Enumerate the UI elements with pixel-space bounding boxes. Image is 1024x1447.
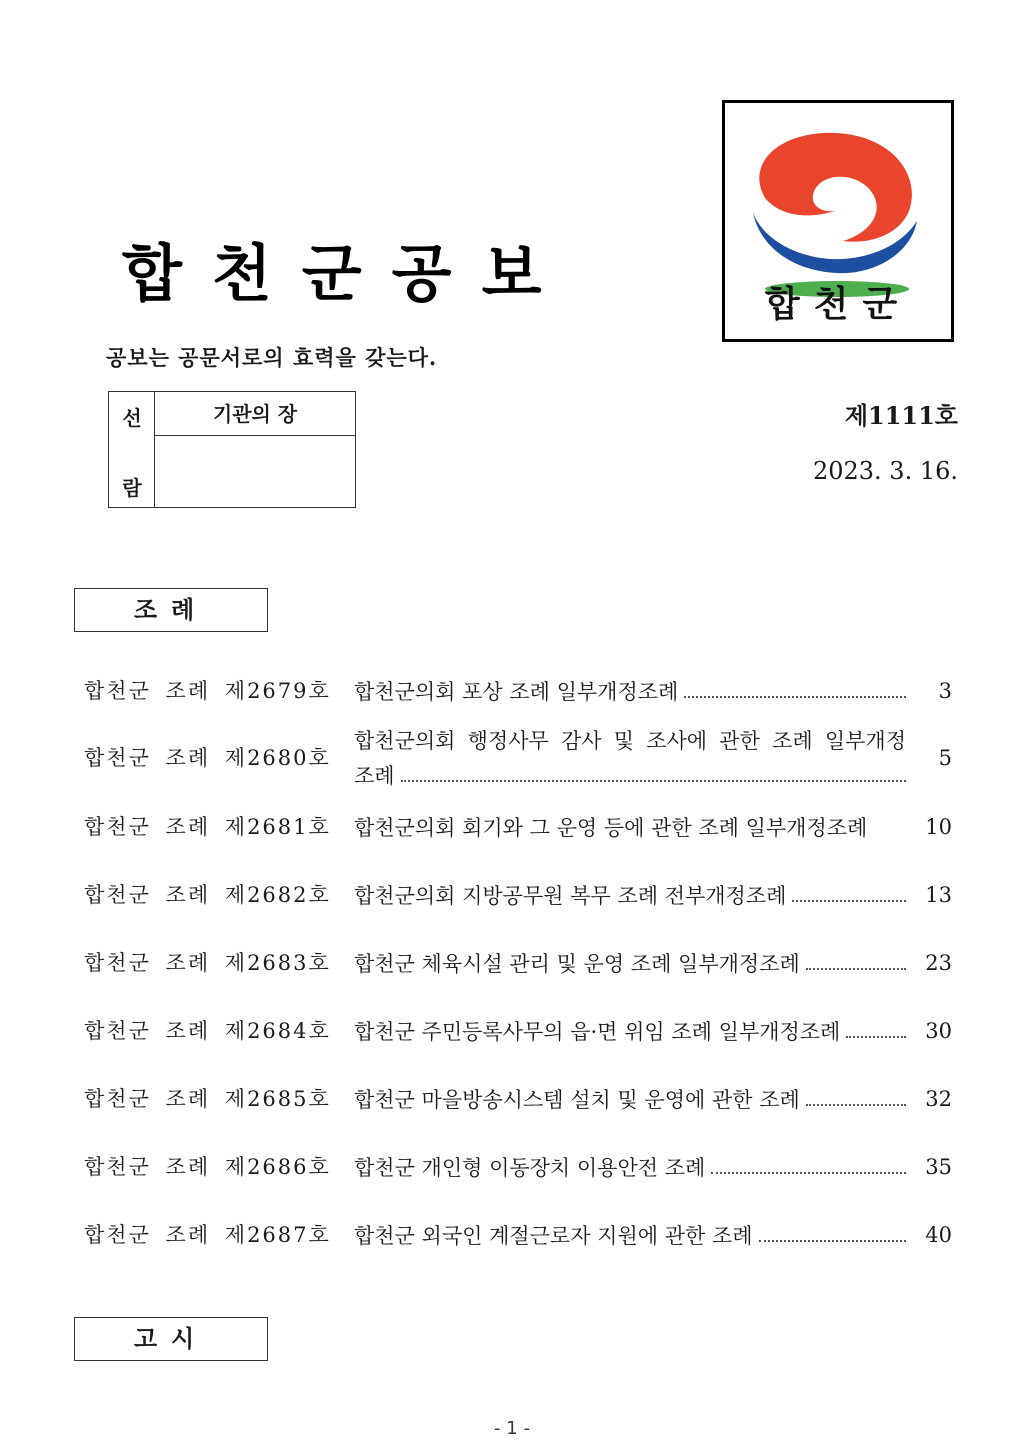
- toc-title: 합천군의회 포상 조례 일부개정조례: [354, 680, 679, 704]
- page-number: - 1 -: [494, 1418, 530, 1439]
- toc-page: 32: [925, 1087, 952, 1111]
- section-heading-notice: 고시: [74, 1317, 268, 1361]
- toc-leader-dots: [684, 696, 906, 698]
- toc-leader-dots: [711, 1172, 906, 1174]
- toc-page: 23: [925, 951, 952, 975]
- toc-page: 13: [925, 883, 952, 907]
- toc-title: 합천군의회 회기와 그 운영 등에 관한 조례 일부개정조례: [354, 816, 868, 840]
- toc-page: 10: [925, 815, 952, 839]
- issue-number: 제1111호: [844, 401, 958, 430]
- toc-prefix: 합천군 조례 제2683호: [84, 951, 331, 975]
- toc-title-line1: 합천군의회 행정사무 감사 및 조사에 관한 조례 일부개정: [354, 729, 906, 753]
- approval-header: 기관의 장: [155, 392, 355, 436]
- toc-page: 5: [938, 746, 952, 770]
- toc-leader-dots: [759, 1240, 906, 1242]
- bulletin-subtitle: 공보는 공문서로의 효력을 갖는다.: [106, 345, 438, 370]
- toc-title: 합천군 개인형 이동장치 이용안전 조례: [354, 1156, 706, 1180]
- toc-row[interactable]: [0, 1069, 1024, 1129]
- toc-row[interactable]: [0, 1137, 1024, 1197]
- toc-leader-dots: [846, 1036, 906, 1038]
- toc-row[interactable]: [0, 933, 1024, 993]
- toc-title: 합천군 마을방송시스템 설치 및 운영에 관한 조례: [354, 1088, 800, 1112]
- toc-prefix: 합천군 조례 제2679호: [84, 679, 331, 703]
- logo-text: 합천군: [764, 284, 912, 325]
- toc-row[interactable]: [0, 1205, 1024, 1265]
- toc-leader-dots: [806, 1104, 906, 1106]
- toc-row[interactable]: [0, 865, 1024, 925]
- toc-leader-dots: [401, 780, 906, 782]
- toc-prefix: 합천군 조례 제2686호: [84, 1155, 331, 1179]
- issue-date: 2023. 3. 16.: [812, 457, 958, 485]
- toc-row[interactable]: [0, 797, 1024, 857]
- toc-page: 3: [938, 679, 952, 703]
- toc-title: 합천군 체육시설 관리 및 운영 조례 일부개정조례: [354, 952, 800, 976]
- toc-row[interactable]: [0, 1001, 1024, 1061]
- toc-title: 합천군 주민등록사무의 읍·면 위임 조례 일부개정조례: [354, 1020, 841, 1044]
- toc-page: 30: [925, 1019, 952, 1043]
- section-heading-ordinance: 조례: [74, 588, 268, 632]
- toc-prefix: 합천군 조례 제2680호: [84, 746, 331, 770]
- approval-side-bottom: 람: [122, 476, 142, 500]
- approval-side-column: [109, 392, 155, 507]
- toc-leader-dots: [806, 968, 906, 970]
- toc-page: 35: [925, 1155, 952, 1179]
- toc-page: 40: [925, 1223, 952, 1247]
- toc-prefix: 합천군 조례 제2682호: [84, 883, 331, 907]
- approval-side-top: 선: [122, 406, 142, 430]
- hapcheon-county-logo: [722, 100, 954, 342]
- toc-title: 합천군 외국인 계절근로자 지원에 관한 조례: [354, 1224, 753, 1248]
- toc-row[interactable]: [0, 661, 1024, 721]
- toc-title-line2: 조례: [354, 763, 395, 788]
- bulletin-title: 합천군공보: [122, 237, 572, 310]
- toc-prefix: 합천군 조례 제2685호: [84, 1087, 331, 1111]
- approval-box: [108, 391, 356, 508]
- toc-leader-dots: [792, 900, 906, 902]
- toc-prefix: 합천군 조례 제2687호: [84, 1223, 331, 1247]
- toc-row[interactable]: [0, 725, 1024, 791]
- toc-prefix: 합천군 조례 제2684호: [84, 1019, 331, 1043]
- toc-prefix: 합천군 조례 제2681호: [84, 815, 331, 839]
- toc-title: 합천군의회 지방공무원 복무 조례 전부개정조례: [354, 884, 787, 908]
